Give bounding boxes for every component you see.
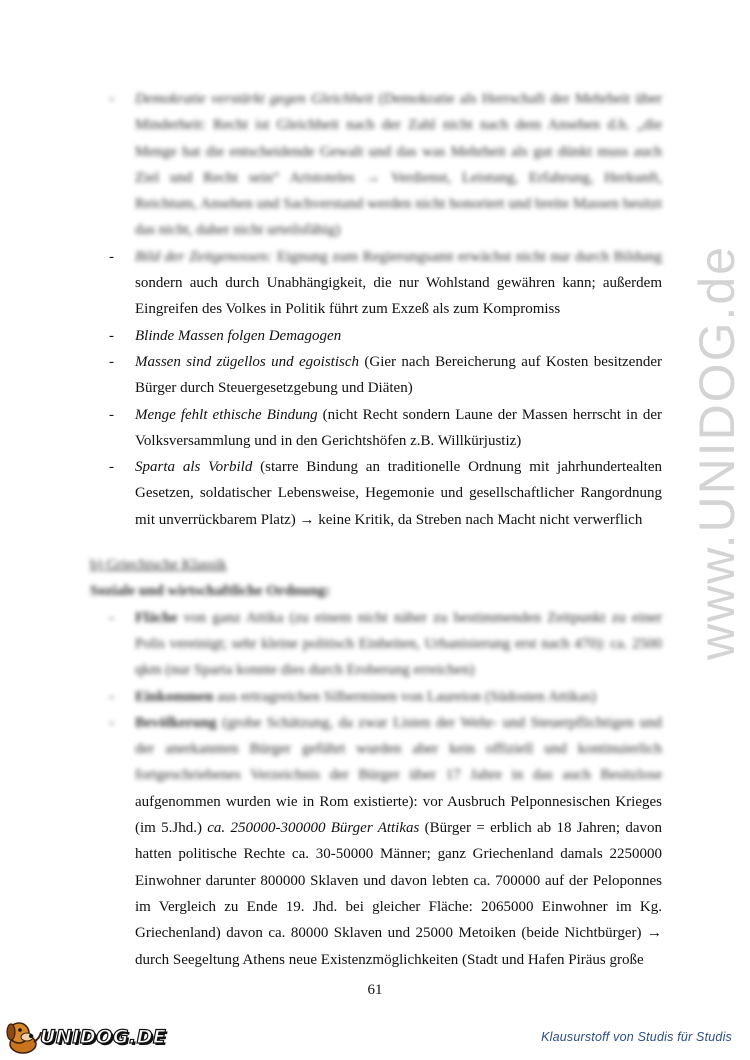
list-item: [90, 684, 662, 710]
list-dash: -: [109, 248, 114, 265]
list-dash: -: [109, 91, 114, 107]
item-lead: Massen sind zügellos und egoistisch: [135, 353, 360, 370]
item-text-blurred: Eignung zum Regierungsamt erwächst nicht nur durch Bildung: [272, 248, 662, 265]
item-lead: Menge fehlt ethische Bindung: [135, 406, 318, 423]
item-text: (starre Bindung an traditionelle Ordnung mit jahrhundertealten Gesetzen, soldatischer Lebensweise, Hegemonie und gesellschaftlicher Rangordnung mit unverrückbarem Platz) → keine Kritik, da Streben nach Macht nicht verwerflich: [135, 459, 663, 528]
item-text: von ganz Attika (zu einem nicht näher zu bestimmenden Zeitpunkt zu einer Polis vereinigt; sehr kleine politisch Einheiten, Urbanisierung erst nach 470): ca. 2500 qkm (nur Sparta konnte dies durch Eroberung erreichen): [135, 609, 662, 679]
item-lead: Demokratie verstärkt gegen Gleichheit: [135, 91, 374, 107]
footer-tagline: Klausurstoff von Studis für Studis: [541, 1030, 732, 1044]
item-lead: Blinde Massen folgen Demagogen: [135, 327, 342, 344]
page-number: 61: [367, 982, 383, 998]
item-emphasis: ca. 250000-300000 Bürger Attikas: [207, 820, 420, 837]
item-text: (Gier nach Bereicherung auf Kosten besitzender Bürger durch Steuergesetzgebung und Diäten): [135, 353, 662, 397]
item-lead: Bild der Zeitgenossen:: [135, 248, 273, 265]
unidog-logo[interactable]: [4, 1020, 166, 1054]
list-item: [90, 454, 662, 533]
list-dash: -: [109, 327, 114, 344]
page-body: [90, 86, 662, 973]
list-item: [90, 86, 662, 244]
list-dash: -: [109, 459, 114, 476]
subsection-heading: Soziale und wirtschaftliche Ordnung:: [90, 583, 331, 600]
list-dash: -: [109, 353, 114, 370]
list-item: [90, 605, 662, 684]
item-text-continued: (Bürger = erblich ab 18 Jahren; davon hatten politische Rechte ca. 30-50000 Männer; ganz Griechenland damals 2250000 Einwohner darunter 800000 Sklaven und davon lebten ca. 700000 auf der Peloponnes im Vergleich zu Ende 19. Jhd. bei gleicher Fläche: 2065000 Einwohner im Kg. Griechenland) davon ca. 80000 Sklaven und 25000 Metoiken (beide Nichtbürger) → durch Seegeltung Athens neue Existenzmöglichkeiten (Stadt und Hafen Piräus große: [135, 820, 662, 968]
logo-text: UNIDOG.DE: [40, 1026, 167, 1048]
item-text: (nicht Recht sondern Laune der Massen herrscht in der Volksversammlung und in den Gerichtshöfen z.B. Willkürjustiz): [135, 406, 662, 449]
item-lead: Sparta als Vorbild: [135, 459, 253, 476]
list-item: [90, 323, 662, 349]
item-lead: Bevölkerung: [135, 714, 217, 731]
list-item: [90, 244, 662, 323]
section-block: [90, 552, 662, 710]
list-item: [90, 710, 662, 973]
website-watermark: www.UNIDOG.de: [689, 245, 745, 660]
list-dash: -: [109, 406, 114, 423]
list-dash: -: [109, 688, 114, 705]
list-item: [90, 402, 662, 455]
item-text: aufgenommen wurden wie in Rom existierte): vor Ausbruch Pelponnesischen Krieges (im 5.Jhd.): [135, 793, 662, 837]
item-text: aus ertragreichen Silberminen von Laureion (Südosten Attikas): [213, 688, 597, 705]
list-item: [90, 349, 662, 402]
list-dash: -: [109, 609, 114, 626]
item-lead: Einkommen: [135, 688, 214, 705]
item-text: (Demokratie als Herrschaft der Mehrheit über Minderheit: Recht ist Gleichheit nach der Zahl nicht nach dem Ansehen d.h. „die Menge hat die entscheidende Gewalt und das was Mehrheit als gut dünkt muss auch Ziel und Recht sein“ Aristoteles → Verdienst, Leistung, Erfahrung, Herkunft, Reichtum, Ansehen und Sachverstand werden nicht honoriert und breite Massen besitzt das nicht, daher nicht urteilsfähig): [135, 91, 663, 239]
list-dash: -: [109, 714, 114, 731]
section-heading: b) Griechische Klassik: [90, 557, 227, 574]
item-text-blurred: (grobe Schätzung, da zwar Listen der Wehr- und Steuerpflichtigen und der anerkannten Bürger geführt wurden aber kein offiziell und kontinuierlich fortgeschriebenes Verzeichnis der Bürger über 17 Jahre in das auch Besitzlose: [135, 714, 662, 784]
item-lead: Fläche: [135, 609, 178, 626]
dog-mascot-icon: [4, 1020, 44, 1054]
item-text: sondern auch durch Unabhängigkeit, die nur Wohlstand gewähren kann; außerdem Eingreifen des Volkes in Politik führt zum Exzeß als zum Kompromiss: [135, 275, 662, 318]
